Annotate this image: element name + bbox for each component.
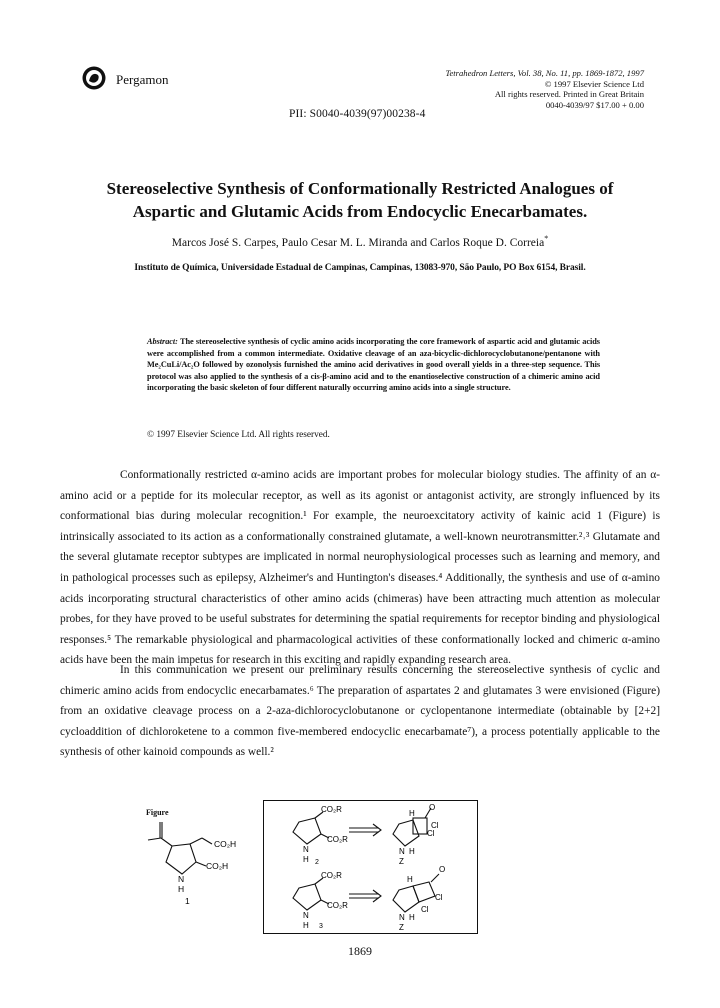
abstract-copyright: © 1997 Elsevier Science Ltd. All rights reserved. — [147, 430, 330, 440]
row2-n: N — [303, 911, 309, 920]
author-names: Marcos José S. Carpes, Paulo Cesar M. L. Miranda and Carlos Roque D. Correia — [171, 236, 545, 249]
abstract — [147, 336, 600, 394]
title-line-2: Aspartic and Glutamic Acids from Endocyclic Enecarbamates. — [132, 202, 588, 221]
rights-line: All rights reserved. Printed in Great Britain — [494, 89, 644, 99]
row1-cl-1: Cl — [431, 821, 439, 830]
row1-n: N — [303, 845, 309, 854]
article-title — [60, 177, 660, 223]
row2-cl-2: Cl — [421, 905, 429, 914]
figure-label: Figure — [146, 808, 169, 817]
row2-number: 3 — [319, 923, 323, 930]
row2-cl-1: Cl — [435, 893, 443, 902]
journal-line: Tetrahedron Letters, Vol. 38, No. 11, pp. 1869-1872, 1997 — [445, 68, 644, 78]
row1-ket-h: H — [409, 809, 415, 818]
page-number: 1869 — [348, 944, 372, 958]
row1-co2r-b: CO₂R — [327, 835, 348, 844]
corresponding-author-mark: * — [544, 234, 549, 243]
row1-h2: H — [409, 847, 415, 856]
copyright-line: © 1997 Elsevier Science Ltd — [544, 78, 644, 89]
abstract-label: Abstract: — [147, 337, 178, 346]
kainic-acid-structure — [140, 818, 250, 918]
row2-h: H — [303, 921, 309, 930]
publisher-name: Pergamon — [116, 72, 169, 87]
title-line-1: Stereoselective Synthesis of Conformationally Restricted Analogues of — [106, 179, 614, 198]
row2-z: Z — [399, 923, 404, 932]
row2-n2: N — [399, 913, 405, 922]
row1-z: Z — [399, 857, 404, 866]
kainic-co2h-ring: CO₂H — [206, 861, 229, 871]
body-paragraph-2: In this communication we present our preliminary results concerning the stereoselective synthesis of cyclic and chimeric amino acids from endocyclic enecarbamates.⁶ The preparation of aspartates 2 and glutamates 3 were envisioned (Figure) from an oxidative cleavage process on a 2-aza-dichlorocyclobutanone or cyclopentanone intermediate (obtainable by [2+2] cycloaddition of dichloroketene to a common five-membered endocyclic enecarbamate⁷), a process potentially applicable to the synthesis of other kainoid compounds as well.² — [60, 664, 660, 759]
kainic-number: 1 — [185, 896, 190, 906]
author-list — [60, 234, 660, 249]
row1-n2: N — [399, 847, 405, 856]
body-paragraph-1: Conformationally restricted α-amino acids are important probes for molecular biology studies. The affinity of an α-amino acid or a peptide for its molecular receptor, as well as its agonist or antagonist activity, are strongly influenced by its conformational bias during molecular recognition.¹ For example, the neuroexcitatory activity of kainic acid 1 (Figure) is intrinsically associated to its action as a conformationally constrained glutamate, a well-known neurotransmitter.²˒³ Glutamate and the several glutamate receptor subtypes are implicated in normal neurophysiological processes such as learning and memory, and in pathological processes such as epilepsy, Alzheimer's and Huntington's diseases.⁴ Additionally, the synthesis and use of α-amino acids incorporating structural characteristics of other amino acids (chimeras) have been attracting much attention as molecular probes, for they have proved to be useful substrates for determining the spatial requirements for receptor binding and physiological responses.⁵ The remarkable physiological and pharmacological activities of these conformationally locked and chimeric α-amino acids have been the main impetus for research in this exciting and rapidly expanding research area. — [60, 469, 660, 667]
row1-ket-o: O — [429, 803, 436, 812]
row1-number: 2 — [315, 859, 319, 866]
row1-h: H — [303, 855, 309, 864]
kainic-h: H — [178, 884, 185, 894]
affiliation: Instituto de Química, Universidade Estadual de Campinas, Campinas, 13083-970, São Paulo, PO Box 6154, Brasil. — [134, 263, 586, 273]
abstract-text: The stereoselective synthesis of cyclic amino acids incorporating the core framework of aspartic acid and glutamic acids were accomplished from a common intermediate. Oxidative cleavage of an aza-bicyclic-dichlorocyclobutanone/pentanone with Me₂CuLi/Ac₂O followed by ozonolysis furnished the amino acid derivatives in good overall yields in a three-step sequence. This protocol was also applied to the synthesis of a cis-β-amino acid and to the enantioselective construction of a chimeric amino acid incorporating the basic skeleton of four different naturally occurring amino acids into a single structure. — [147, 337, 600, 392]
row1-co2r-a: CO₂R — [321, 805, 342, 814]
row1-cl-2: Cl — [427, 829, 435, 838]
pergamon-logo-icon — [82, 66, 106, 90]
row2-co2r-b: CO₂R — [327, 901, 348, 910]
pii-identifier: PII: S0040-4039(97)00238-4 — [289, 108, 426, 120]
row2-co2r-a: CO₂R — [321, 871, 342, 880]
journal-citation-block — [445, 68, 644, 110]
kainic-n: N — [178, 874, 185, 884]
row2-ket-o: O — [439, 865, 446, 874]
kainic-co2h-top: CO₂H — [214, 839, 237, 849]
row2-ket-h: H — [407, 875, 413, 884]
price-line: 0040-4039/97 $17.00 + 0.00 — [545, 99, 644, 110]
retrosynthesis-scheme — [263, 800, 478, 934]
row2-h2: H — [409, 913, 415, 922]
